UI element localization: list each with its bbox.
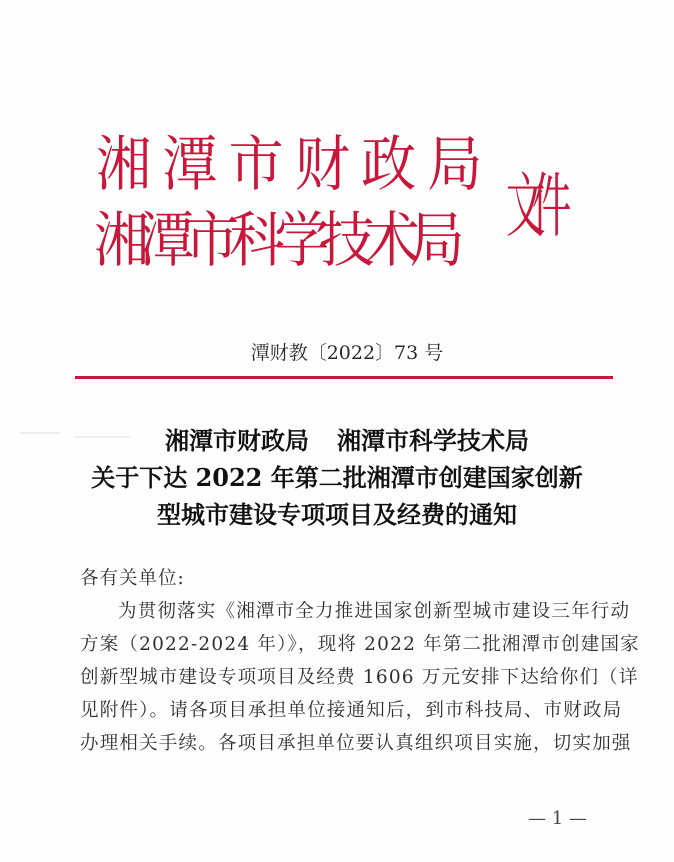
body-line: 见附件）。请各项目承担单位接通知后，到市科技局、市财政局 <box>80 700 623 721</box>
header-issuer-science-bureau: 湘潭市科学技术局 <box>94 206 455 276</box>
page-number: — 1 — <box>528 808 587 829</box>
title-line-3: 型城市建设专项项目及经费的通知 <box>157 500 517 529</box>
body-line: 办理相关手续。各项目承担单位要认真组织项目实施，切实加强 <box>80 733 632 754</box>
header-issuer-finance-bureau: 湘潭市财政局 <box>96 130 494 200</box>
document-title <box>0 422 674 533</box>
title-issuer-finance: 湘潭市财政局 <box>165 426 309 455</box>
body-line: 创新型城市建设专项项目及经费 1606 万元安排下达给你们（详 <box>80 667 639 688</box>
title-issuer-science: 湘潭市科学技术局 <box>337 426 529 455</box>
body-line: 方案（2022-2024 年）》，现将 2022 年第二批湘潭市创建国家 <box>80 634 640 655</box>
red-divider-rule <box>75 376 613 379</box>
salutation: 各有关单位: <box>80 568 185 589</box>
header-document-suffix: 文件 <box>506 165 558 247</box>
document-body <box>80 562 640 760</box>
title-line-2: 关于下达 2022 年第二批湘潭市创建国家创新 <box>91 463 583 492</box>
title-line-issuers <box>0 422 674 459</box>
body-line: 为贯彻落实《湘潭市全力推进国家创新型城市建设三年行动 <box>118 601 631 622</box>
document-number: 潭财教〔2022〕73 号 <box>250 342 444 364</box>
